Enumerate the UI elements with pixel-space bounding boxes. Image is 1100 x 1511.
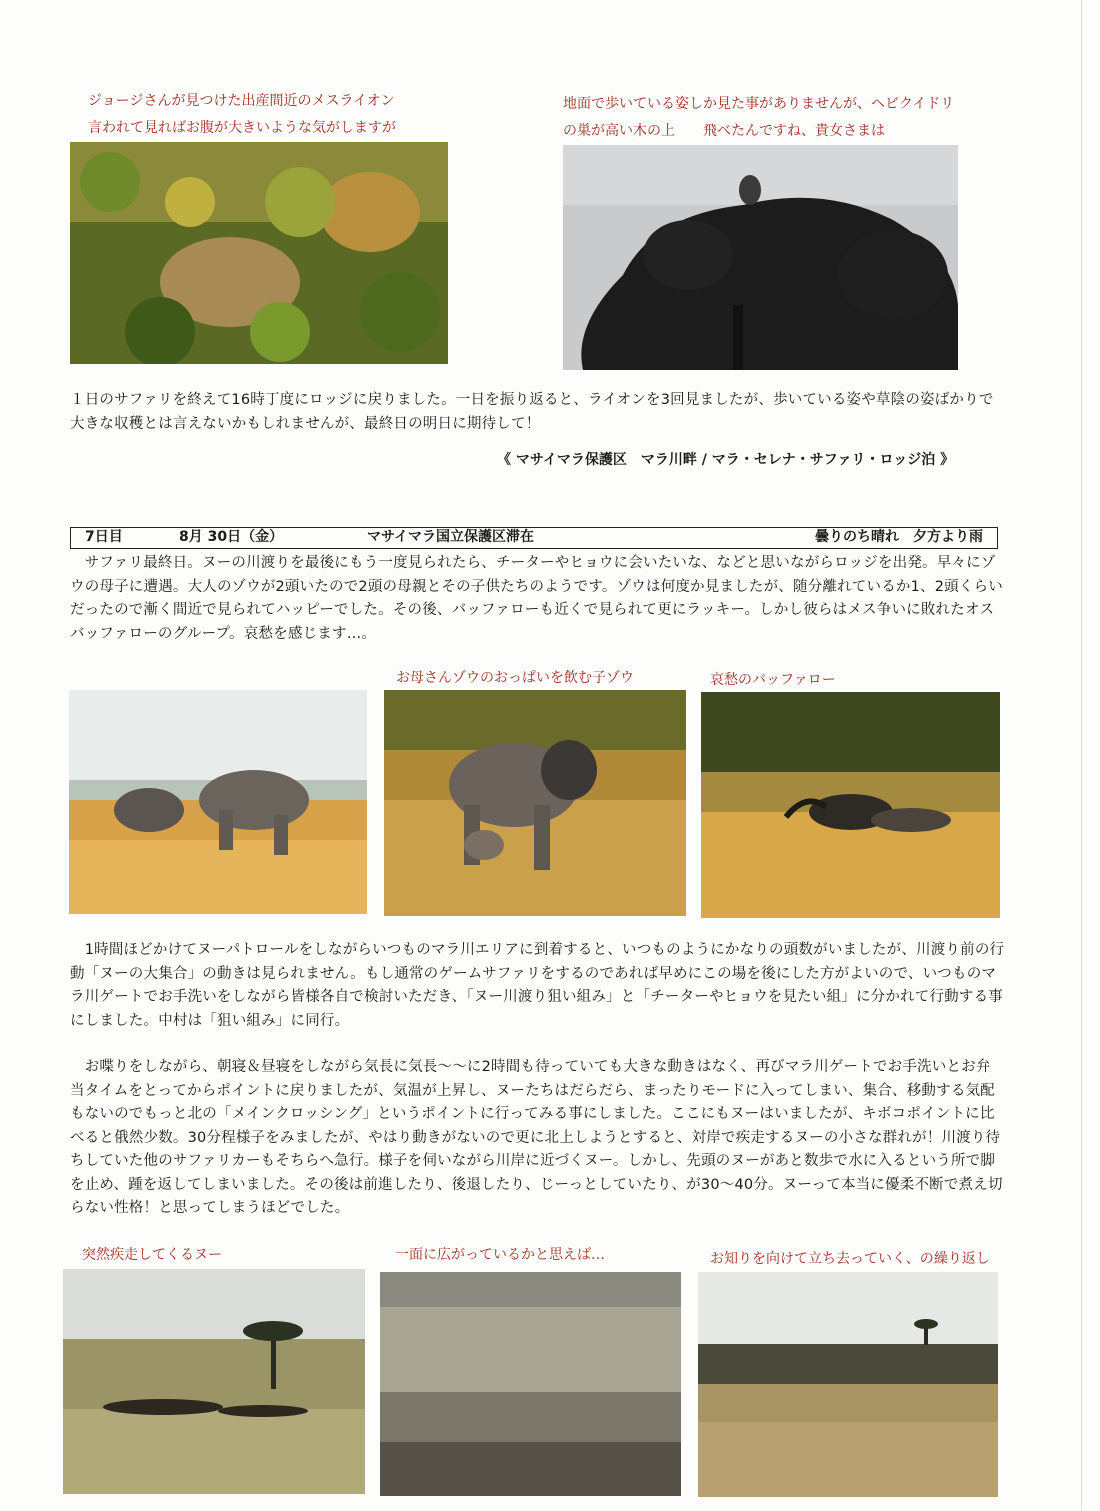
lion-caption-line1: ジョージさんが見つけた出産間近のメスライオン (88, 93, 395, 109)
lion-caption-line2: 言われて見ればお腹が大きいような気がしますが (88, 120, 396, 136)
elephant-herd-photo (69, 690, 367, 914)
day7-paragraph-2: 1時間ほどかけてヌーパトロールをしながらいつものマラ川エリアに到着すると、いつものようにかなりの頭数がいましたが、川渡り前の行動「ヌーの大集合」の動きは見られません。もし通常のゲームサファリをするのであれば早めにこの場を後にした方がよいので、いつものマラ川ゲートでお手洗いをしながら皆様各自で検討いただき、「ヌー川渡り狙い組み」と「チーターやヒョウを見たい組」に分かれて行動する事にしました。中村は「狙い組み」に同行。 (70, 942, 1005, 1029)
elephant-caption: お母さんゾウのおっぱいを飲む子ゾウ (396, 670, 634, 686)
bird-caption-line2: の巣が高い木の上 飛べたんですね、貴女さまは (563, 123, 885, 139)
secretary-bird-nest-photo (563, 145, 958, 370)
scan-edge-line (1081, 0, 1082, 1511)
gnu-turning-photo (698, 1272, 998, 1497)
mother-elephant-photo (384, 690, 686, 916)
buffalo-photo (701, 692, 1000, 918)
gnu-running-caption: 突然疾走してくるヌー (82, 1247, 222, 1263)
day6-lodging: 《 マサイマラ保護区 マラ川畔 / マラ・セレナ・サファリ・ロッジ泊 》 (497, 452, 955, 468)
gnu-running-photo (63, 1269, 365, 1494)
day-number: 7日目 (85, 529, 123, 545)
gnu-turning-caption: お知りを向けて立ち去っていく、の繰り返し (710, 1251, 990, 1267)
day-date: 8月 30日（金） (179, 529, 284, 545)
day7-paragraph-3: お喋りをしながら、朝寝＆昼寝をしながら気長に気長〜〜に2時間も待っていても大きな動きはなく、再びマラ川ゲートでお手洗いとお弁当タイムをとってからポイントに戻りましたが、気温が上昇し、ヌーたちはだらだら、まったりモードに入ってしまい、集合、移動する気配もないのでもっと北の「メインクロッシング」というポイントに行ってみる事にしました。ここにもヌーはいましたが、キボコポイントに比べると俄然少数。30分程様子をみましたが、やはり動きがないので更に北上しようとすると、対岸で疾走するヌーの小さな群れが！川渡り待ちしていた他のサファリカーもそちらへ急行。様子を伺いながら川岸に近づくヌー。しかし、先頭のヌーがあと数歩で水に入るという所で脚を止め、踵を返してしまいました。その後は前進したり、後退したり、じーっとしていたり、が30〜40分。ヌーって本当に優柔不断で煮え切らない性格！と思ってしまうほどでした。 (70, 1059, 1003, 1216)
day7-paragraph-1: サファリ最終日。ヌーの川渡りを最後にもう一度見られたら、チーターやヒョウに会いたいな、などと思いながらロッジを出発。早々にゾウの母子に遭遇。大人のゾウが2頭いたので2頭の母親とその子供たちのようです。ゾウは何度か見ましたが、随分離れているか1、2頭くらいだったので漸く間近で見られてハッピーでした。その後、バッファローも近くで見られて更にラッキー。しかし彼らはメス争いに敗れたオスバッファローのグループ。哀愁を感じます…。 (70, 555, 1003, 642)
day-weather: 曇りのち晴れ 夕方より雨 (815, 529, 983, 545)
buffalo-caption: 哀愁のバッファロー (710, 672, 836, 688)
bird-caption-line1: 地面で歩いている姿しか見た事がありませんが、ヘビクイドリ (563, 96, 955, 112)
day6-summary: １日のサファリを終えて16時丁度にロッジに戻りました。一日を振り返ると、ライオンを3回見ましたが、歩いている姿や草陰の姿ばかりで大きな収穫とは言えないかもしれませんが、最終日の明日に期待して！ (70, 392, 994, 432)
day-location: マサイマラ国立保護区滞在 (367, 529, 535, 545)
gnu-spread-photo (380, 1272, 681, 1496)
gnu-spread-caption: 一面に広がっているかと思えば… (395, 1247, 605, 1263)
lioness-photo (70, 142, 448, 364)
day7-header (70, 527, 998, 549)
